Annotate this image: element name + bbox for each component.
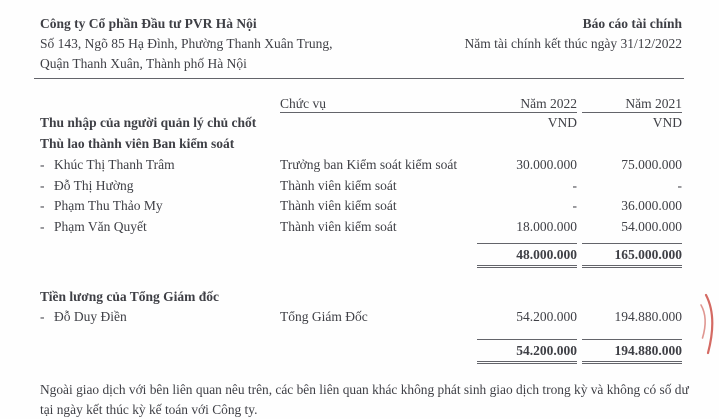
person-position: Tổng Giám Đốc [280, 309, 368, 324]
person-name: Đỗ Duy Điền [54, 309, 127, 324]
person-name: Khúc Thị Thanh Trâm [54, 157, 175, 172]
section1-total-2021: 165.000.000 [582, 243, 682, 268]
person-name: Đỗ Thị Hường [54, 177, 134, 193]
table-row [40, 307, 682, 328]
company-name: Công ty Cổ phần Đầu tư PVR Hà Nội [40, 16, 257, 31]
table-column-header-row [40, 95, 682, 113]
amount-2022: - [572, 177, 577, 193]
section1-total-2022: 48.000.000 [477, 243, 577, 268]
amount-2022: 18.000.000 [516, 218, 577, 234]
report-title-block [465, 14, 682, 74]
person-position: Thành viên kiểm soát [280, 218, 397, 234]
table-row [40, 155, 682, 176]
currency-unit-row [40, 113, 682, 134]
table-row [40, 176, 682, 197]
company-address-line1: Số 143, Ngõ 85 Hạ Đình, Phường Thanh Xuân Trung, [40, 36, 333, 51]
section1-total-row [40, 243, 682, 268]
amount-2022: 30.000.000 [516, 157, 577, 172]
amount-2022: 54.200.000 [516, 309, 577, 324]
person-position: Thành viên kiểm soát [280, 177, 397, 193]
section2-total-row [40, 339, 682, 364]
column-header-year-2022: Năm 2022 [477, 95, 577, 113]
currency-unit-2021: VND [652, 115, 682, 130]
report-period: Năm tài chính kết thúc ngày 31/12/2022 [464, 36, 682, 51]
amount-2021: 194.880.000 [614, 309, 682, 324]
table-row [40, 196, 682, 217]
header-divider [34, 78, 684, 79]
report-header [40, 14, 682, 74]
amount-2021: 36.000.000 [621, 198, 682, 213]
company-block [40, 14, 332, 74]
amount-2021: 54.000.000 [621, 218, 682, 234]
currency-unit-2022: VND [547, 115, 577, 130]
row-bullet: - [40, 309, 45, 324]
report-title: Báo cáo tài chính [582, 16, 682, 31]
amount-2021: 75.000.000 [621, 157, 682, 172]
person-position: Thành viên kiểm soát [280, 198, 397, 213]
table-row [40, 217, 682, 238]
row-bullet: - [40, 218, 45, 234]
amount-2021: - [677, 177, 682, 193]
section1-heading-line2: Thù lao thành viên Ban kiểm soát [40, 136, 235, 151]
section2-heading: Tiền lương của Tổng Giám đốc [40, 289, 219, 304]
amount-2022: - [572, 198, 577, 213]
row-bullet: - [40, 198, 45, 213]
red-seal-edge-icon [698, 293, 718, 355]
column-header-year-2021: Năm 2021 [582, 95, 682, 113]
person-name: Phạm Thu Thảo My [54, 198, 163, 213]
company-address-line2: Quận Thanh Xuân, Thành phố Hà Nội [40, 56, 247, 71]
related-party-note: Ngoài giao dịch với bên liên quan nêu trên, các bên liên quan khác không phát sinh giao dịch trong kỳ và không có số dư tại ngày kết thúc kỳ kế toán với Công ty. [40, 381, 689, 417]
row-bullet: - [40, 177, 45, 193]
column-header-position: Chức vụ [280, 95, 477, 113]
section2-total-2021: 194.880.000 [582, 339, 682, 364]
person-position: Trưởng ban Kiểm soát kiểm soát [280, 157, 458, 172]
section1-heading-line1: Thu nhập của người quản lý chủ chốt [40, 115, 257, 130]
person-name: Phạm Văn Quyết [54, 218, 147, 234]
section2-total-2022: 54.200.000 [477, 339, 577, 364]
row-bullet: - [40, 157, 45, 172]
